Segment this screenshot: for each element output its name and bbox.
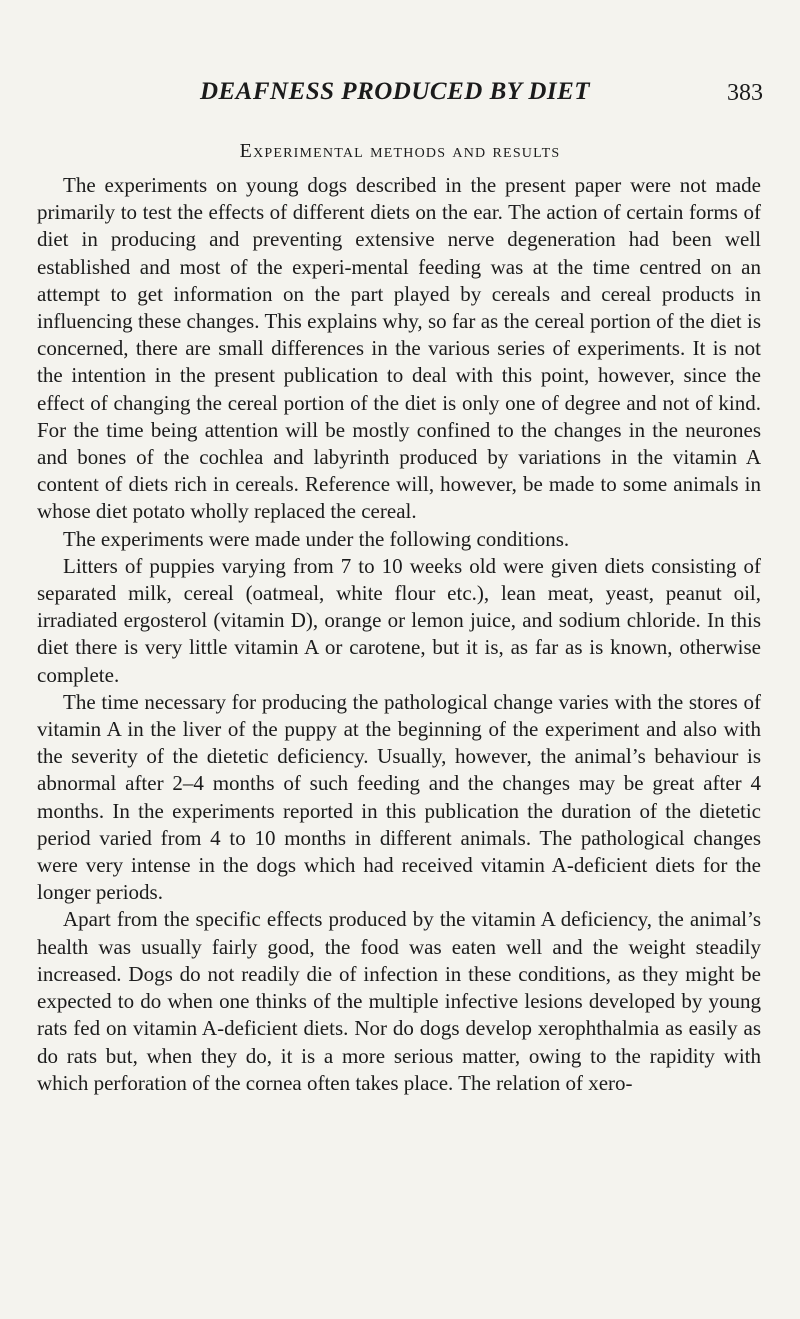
running-head [0, 78, 800, 108]
paragraph: Litters of puppies varying from 7 to 10 weeks old were given diets consisting of separated milk, cereal (oatmeal, white flour etc.), lean meat, yeast, peanut oil, irradiated ergosterol (vitamin D), orange or lemon juice, and sodium chloride. In this diet there is very little vitamin A or carotene, but it is, as far as is known, otherwise complete. [37, 553, 761, 687]
body-text [37, 172, 761, 1097]
paragraph: The time necessary for producing the pathological change varies with the stores of vitamin A in the liver of the puppy at the beginning of the experiment and also with the severity of the dietetic deficiency. Usually, however, the animal’s behaviour is abnormal after 2–4 months of such feeding and the changes may be great after 4 months. In the experiments reported in this publication the duration of the dietetic period varied from 4 to 10 months in different animals. The pathological changes were very intense in the dogs which had received vitamin A-deficient diets for the longer periods. [37, 689, 761, 905]
running-title: DEAFNESS PRODUCED BY DIET [199, 78, 591, 105]
paragraph: The experiments were made under the following conditions. [63, 526, 570, 551]
page-number: 383 [727, 80, 763, 106]
paragraph: Apart from the specific effects produced by the vitamin A deficiency, the animal’s health was usually fairly good, the food was eaten well and the weight steadily increased. Dogs do not readily die of infection in these conditions, as they might be expected to do when one thinks of the multiple infective lesions developed by young rats fed on vitamin A-deficient diets. Nor do dogs develop xerophthalmia as easily as do rats but, when they do, it is a more serious matter, owing to the rapidity with which perforation of the cornea often takes place. The relation of xero- [37, 907, 761, 1095]
paragraph: The experiments on young dogs described in the present paper were not made primarily to test the effects of different diets on the ear. The action of certain forms of diet in producing and preventing extensive nerve degeneration had been well established and most of the experi-mental feeding was at the time centred on an attempt to get information on the part played by cereals and cereal products in influencing these changes. This explains why, so far as the cereal portion of the diet is concerned, there are small differences in the various series of experiments. It is not the intention in the present publication to deal with this point, however, since the effect of changing the cereal portion of the diet is only one of degree and not of kind. For the time being attention will be mostly confined to the changes in the neurones and bones of the cochlea and labyrinth produced by variations in the vitamin A content of diets rich in cereals. Reference will, however, be made to some animals in whose diet potato wholly replaced the cereal. [37, 173, 761, 524]
section-heading: Experimental methods and results [239, 140, 561, 162]
